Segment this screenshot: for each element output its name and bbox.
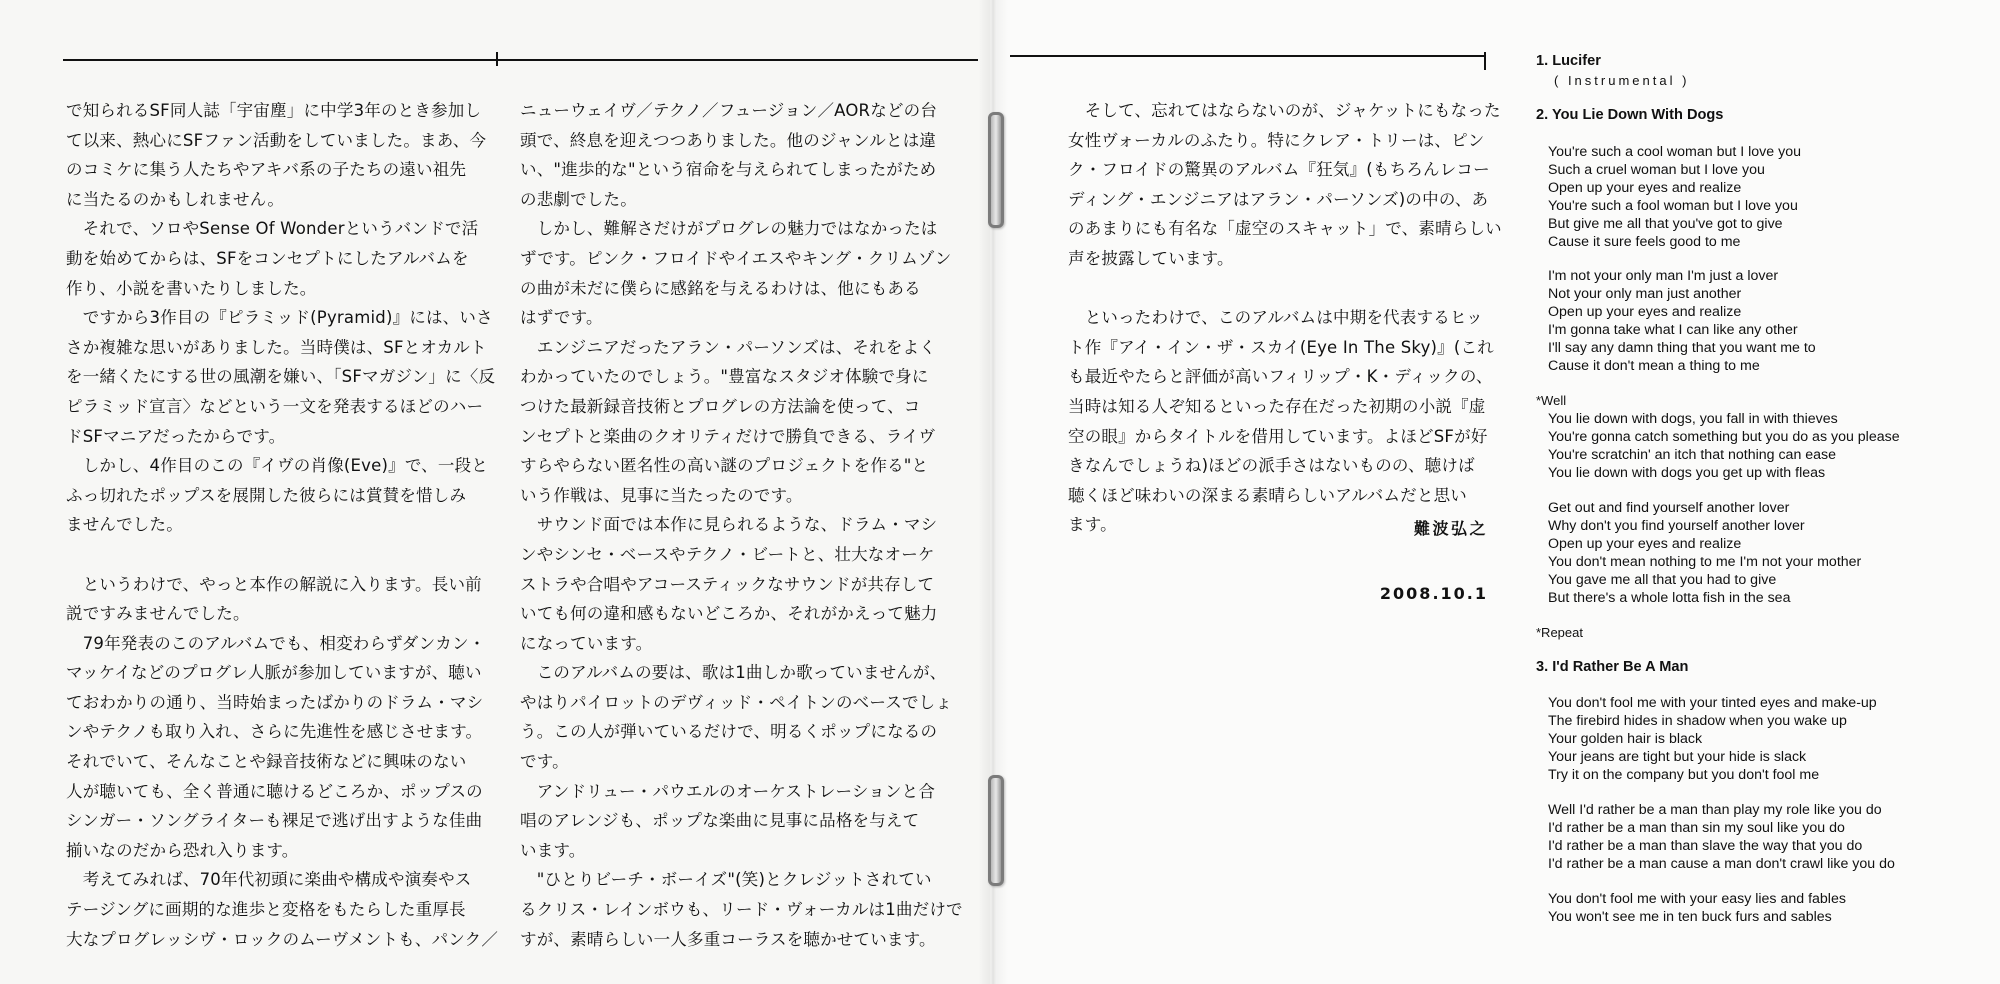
text-line: ンやシンセ・ベースやテクノ・ビートと、壮大なオーケ [520,544,935,564]
header-tick-right [1484,52,1486,70]
blank-line [66,540,486,570]
text-line: 揃いなのだから恐れ入ります。 [66,840,299,860]
lyric-line: Your golden hair is black [1548,731,1703,747]
author-signature: 難波弘之 [1413,519,1488,538]
lyric-line: Get out and find yourself another lover [1548,500,1790,516]
lyric-line: You don't mean nothing to me I'm not your mother [1548,554,1862,570]
text-line: 動を始めてからは、SFをコンセプトにしたアルバムを [66,248,469,268]
text-line: るクリス・レインボウも、リード・ヴォーカルは1曲だけで [520,900,963,920]
staple-bottom [988,775,1004,886]
text-line: 作り、小説を書いたりしました。 [66,278,317,298]
text-line: ドSFマニアだったからです。 [66,426,286,446]
text-line: きなんでしょうね)ほどの派手さはないものの、聴けば [1068,456,1475,476]
lyric-line: You lie down with dogs you get up with fleas [1548,465,1826,481]
text-line: 声を披露しています。 [1068,248,1234,268]
text-line: ディング・エンジニアはアラン・パーソンズ)の中の、あ [1068,189,1489,209]
liner-notes-column-2 [520,96,963,954]
text-line: "ひとりビーチ・ボーイズ"(笑)とクレジットされてい [520,870,932,890]
text-line: です。 [520,752,569,772]
lyric-line: Not your only man just another [1548,286,1742,302]
lyric-line: You gave me all that you had to give [1548,572,1777,588]
lyric-line: You're such a fool woman but I love you [1548,198,1798,214]
text-line: て以来、熱心にSFファン活動をしていました。まあ、今 [66,130,487,150]
header-rule-left [63,59,978,61]
text-line: のあまりにも有名な「虚空のスキャット」で、素晴らしい [1068,219,1502,239]
text-line: それで、ソロやSense Of Wonderというバンドで活 [66,219,479,239]
text-line: はずです。 [520,308,603,328]
text-line: 女性ヴォーカルのふたり。特にクレア・トリーは、ピン [1068,130,1485,150]
text-line: やはりパイロットのデヴィッド・ペイトンのベースでしょ [520,692,953,712]
text-line: つけた最新録音技術とプログレの方法論を使って、コ [520,396,921,416]
text-line: の曲が未だに僕らに感銘を与えるわけは、他にもある [520,278,921,298]
lyric-line: You lie down with dogs, you fall in with thieves [1548,411,1838,427]
text-line: すらやらない匿名性の高い謎のプロジェクトを作る"と [520,456,929,476]
text-line: を一緒くたにする世の風潮を嫌い、「SFマガジン」に〈反 [66,367,496,387]
text-line: のコミケに集う人たちやアキバ系の子たちの遠い祖先 [66,160,467,180]
text-line: というわけで、やっと本作の解説に入ります。長い前 [66,574,482,594]
text-line: ませんでした。 [66,515,183,535]
chorus-marker: *Well [1536,393,1567,408]
liner-notes-column-3 [1068,96,1502,540]
lyric-line: Why don't you find yourself another lover [1548,518,1805,534]
text-line: ます。 [1068,515,1117,535]
lyric-line: The firebird hides in shadow when you wake up [1548,713,1847,729]
text-line: 79年発表のこのアルバムでも、相変わらずダンカン・ [66,633,486,653]
text-line: 当時は知る人ぞ知るといった存在だった初期の小説『虚 [1068,396,1486,416]
song-title: 2. You Lie Down With Dogs [1536,107,1724,123]
lyric-line: I'd rather be a man cause a man don't crawl like you do [1548,856,1895,872]
text-line: 考えてみれば、70年代初頭に楽曲や構成や演奏やス [66,870,472,890]
liner-notes-column-1 [66,96,499,954]
lyric-line: Try it on the company but you don't fool me [1548,767,1820,783]
lyric-line: I'd rather be a man than sin my soul like you do [1548,820,1845,836]
text-line: も最近やたらと評価が高いフィリップ・K・ディックの、 [1068,367,1493,387]
text-line: 説ですみませんでした。 [66,604,250,624]
text-line: テージングに画期的な進歩と変格をもたらした重厚長 [66,900,466,920]
lyric-line: Cause it don't mean a thing to me [1548,358,1760,374]
song-subtitle: ( Instrumental ) [1554,73,1690,88]
text-line: アンドリュー・パウエルのオーケストレーションと合 [520,781,936,801]
text-line: ンやテクノも取り入れ、さらに先進性を感じさせます。 [66,722,483,742]
text-line: すが、素晴らしい一人多重コーラスを聴かせています。 [520,929,936,949]
lyric-line: You're such a cool woman but I love you [1548,144,1801,160]
text-line: ピラミッド宣言〉などという一文を発表するほどのハー [66,396,484,416]
text-line: わかっていたのでしょう。"豊富なスタジオ体験で身に [520,367,929,387]
text-line: 人が聴いても、全く普通に聴けるどころか、ポップスの [66,781,483,801]
text-line: ト作『アイ・イン・ザ・スカイ(Eye In The Sky)』(これ [1068,337,1494,357]
song-title: 3. I'd Rather Be A Man [1536,659,1689,675]
lyric-line: You won't see me in ten buck furs and sables [1548,909,1832,925]
text-line: 頭で、終息を迎えつつありました。他のジャンルとは違 [520,130,937,150]
text-line: ですから3作目の『ピラミッド(Pyramid)』には、いさ [66,308,493,328]
text-line: ニューウェイヴ／テクノ／フュージョン／AORなどの台 [520,101,938,120]
repeat-marker: *Repeat [1536,625,1583,640]
signature-date: 2008.10.1 [1379,584,1488,603]
lyric-line: Such a cruel woman but I love you [1548,162,1765,178]
text-line: になっています。 [520,633,653,653]
text-line: 大なプログレッシヴ・ロックのムーヴメントも、パンク／ [66,929,499,949]
lyric-line: Well I'd rather be a man than play my role like you do [1548,802,1882,818]
lyric-line: You're scratchin' an itch that nothing can ease [1548,447,1837,463]
lyric-line: You don't fool me with your easy lies and fables [1548,891,1846,907]
lyric-line: Cause it sure feels good to me [1548,234,1741,250]
text-line: サウンド面では本作に見られるような、ドラム・マシ [520,515,938,535]
text-line: ク・フロイドの驚異のアルバム『狂気』(もちろんレコー [1068,160,1490,180]
lyric-line: I'm not your only man I'm just a lover [1548,268,1779,284]
text-line: に当たるのかもしれません。 [66,189,285,209]
text-line: い、"進歩的な"という宿命を与えられてしまったがため [520,160,937,180]
song-title: 1. Lucifer [1536,53,1601,69]
text-line: それでいて、そんなことや録音技術などに興味のない [66,752,467,772]
text-line: 聴くほど味わいの深まる素晴らしいアルバムだと思い [1068,485,1467,505]
text-line: そして、忘れてはならないのが、ジャケットにもなった [1068,101,1501,120]
lyric-line: I'm gonna take what I can like any other [1548,322,1798,338]
text-line: ふっ切れたポップスを展開した彼らには賞賛を惜しみ [66,485,467,505]
lyric-line: But there's a whole lotta fish in the sea [1548,590,1791,606]
text-line: う。この人が弾いているだけで、明るくポップになるの [520,722,938,742]
text-line: しかし、4作目のこの『イヴの肖像(Eve)』で、一段と [66,456,488,476]
text-line: といったわけで、このアルバムは中期を代表するヒッ [1068,308,1483,328]
text-line: いても何の違和感もないどころか、それがかえって魅力 [520,604,938,624]
lyric-line: You're gonna catch something but you do as you please [1548,429,1900,445]
staple-top [988,112,1004,228]
blank-line [1068,274,1488,304]
lyric-line: I'd rather be a man than slave the way that you do [1548,838,1863,854]
lyric-line: Open up your eyes and realize [1548,536,1742,552]
text-line: 空の眼』からタイトルを借用しています。よほどSFが好 [1068,426,1488,446]
text-line: ておわかりの通り、当時始まったばかりのドラム・マシ [66,692,484,712]
text-line: で知られるSF同人誌「宇宙塵」に中学3年のとき参加し [66,101,482,120]
lyric-line: Open up your eyes and realize [1548,180,1742,196]
text-line: ずです。ピンク・フロイドやイエスやキング・クリムゾン [520,248,952,268]
header-tick-left [496,52,498,66]
header-rule-right [1010,55,1485,57]
text-line: います。 [520,840,586,860]
text-line: ンセプトと楽曲のクオリティだけで勝負できる、ライヴ [520,426,936,446]
text-line: マッケイなどのプログレ人脈が参加していますが、聴い [66,663,482,683]
text-line: さか複雑な思いがありました。当時僕は、SFとオカルト [66,337,487,357]
text-line: ストラや合唱やアコースティックなサウンドが共存して [520,574,935,594]
text-line: エンジニアだったアラン・パーソンズは、それをよく [520,337,936,357]
text-line: の悲劇でした。 [520,189,637,209]
lyric-line: You don't fool me with your tinted eyes and make-up [1548,695,1877,711]
text-line: シンガー・ソングライターも裸足で逃げ出すような佳曲 [66,811,483,831]
text-line: しかし、難解さだけがプログレの魅力ではなかったは [520,219,938,239]
lyric-line: I'll say any damn thing that you want me to [1548,340,1816,356]
lyric-line: But give me all that you've got to give [1548,216,1783,232]
lyric-line: Open up your eyes and realize [1548,304,1742,320]
text-line: このアルバムの要は、歌は1曲しか歌っていませんが、 [520,663,947,683]
lyric-line: Your jeans are tight but your hide is slack [1548,749,1807,765]
text-line: 唱のアレンジも、ポップな楽曲に見事に品格を与えて [520,811,920,831]
text-line: いう作戦は、見事に当たったのです。 [520,485,803,505]
